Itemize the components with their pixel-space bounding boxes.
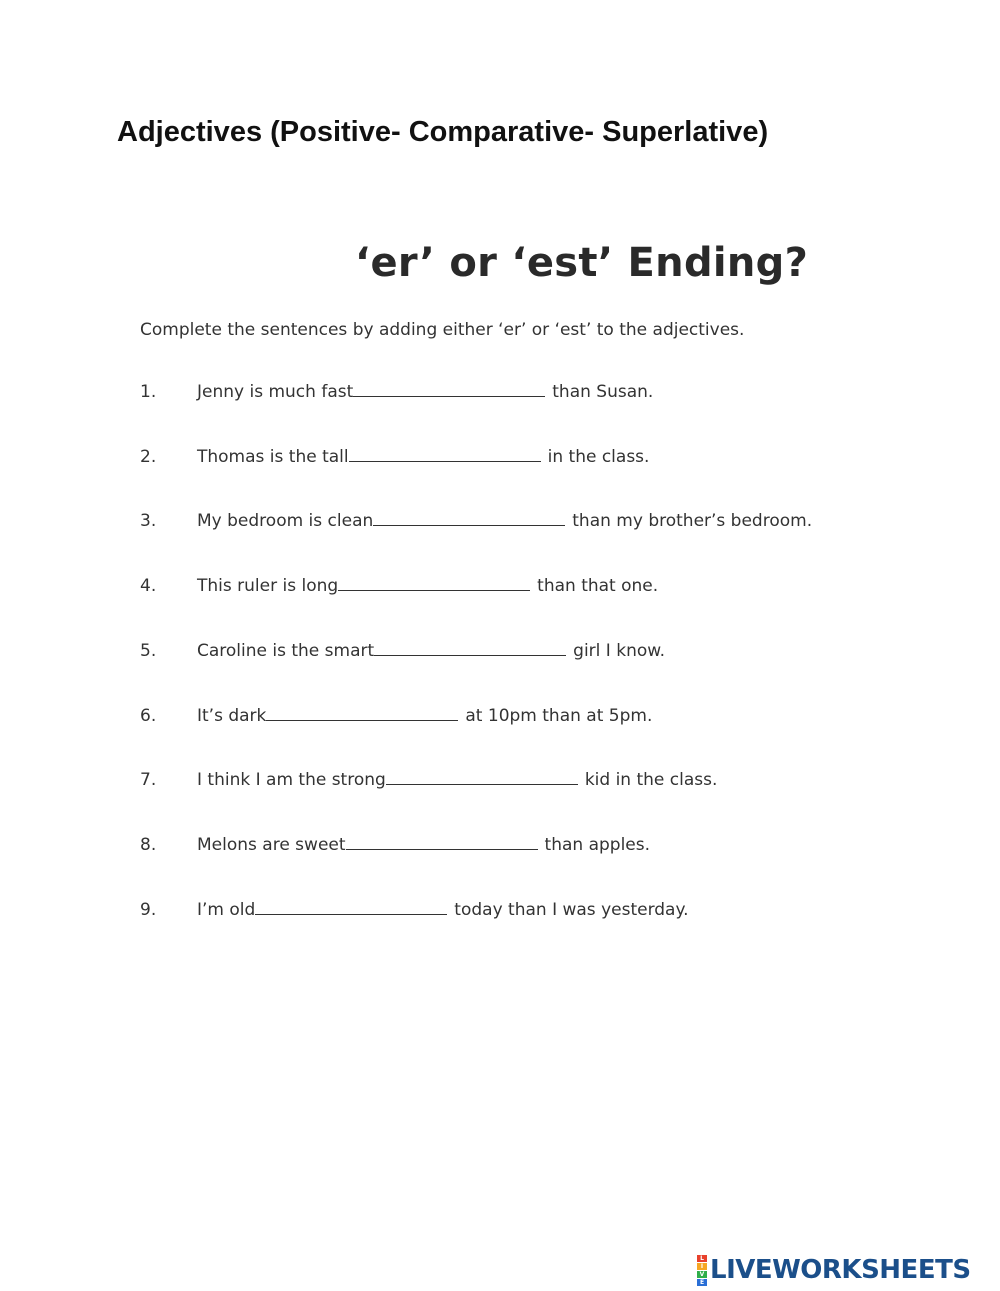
answer-blank[interactable] (373, 507, 565, 526)
question-row (140, 766, 717, 796)
answer-blank[interactable] (346, 831, 538, 850)
question-text-after: today than I was yesterday. (454, 899, 689, 920)
question-text-after: than my brother’s bedroom. (572, 511, 813, 532)
answer-blank[interactable] (374, 637, 566, 656)
question-row (140, 831, 650, 861)
question-text-after: at 10pm than at 5pm. (465, 705, 653, 726)
question-row (140, 572, 658, 602)
question-text-before: Melons are sweet (197, 834, 346, 855)
question-number: 1. (140, 382, 157, 402)
question-number: 8. (140, 834, 157, 855)
liveworksheets-brand (697, 1255, 971, 1285)
brand-name: LIVEWORKSHEETS (710, 1255, 971, 1285)
question-number: 5. (140, 640, 157, 661)
question-row (140, 702, 652, 732)
answer-blank[interactable] (266, 702, 458, 721)
liveworksheets-logo-icon (697, 1255, 707, 1286)
question-text-before: I’m old (197, 899, 256, 920)
question-text-before: My bedroom is clean (197, 511, 374, 532)
question-text-before: I think I am the strong (197, 770, 386, 791)
question-text-before: Caroline is the smart (197, 640, 375, 661)
question-text-after: girl I know. (573, 640, 665, 661)
question-text-after: in the class. (547, 446, 650, 467)
logo-square: E (697, 1279, 707, 1286)
logo-square: V (697, 1271, 707, 1278)
question-number: 9. (140, 899, 157, 920)
question-number: 3. (140, 511, 157, 532)
question-row (140, 443, 649, 473)
question-text-after: than Susan. (552, 382, 654, 402)
answer-blank[interactable] (386, 766, 578, 785)
question-text-before: Jenny is much fast (197, 382, 354, 402)
instructions-text: Complete the sentences by adding either ‘er’ or ‘est’ to the adjectives. (140, 320, 745, 340)
question-number: 7. (140, 770, 157, 791)
answer-blank[interactable] (255, 896, 447, 915)
worksheet-subtitle: ‘er’ or ‘est’ Ending? (355, 240, 809, 286)
question-number: 2. (140, 446, 157, 467)
question-row (140, 378, 653, 408)
question-row (140, 896, 689, 926)
question-number: 6. (140, 705, 157, 726)
question-text-after: than apples. (544, 834, 651, 855)
question-row (140, 507, 812, 537)
question-text-before: It’s dark (197, 705, 267, 726)
answer-blank[interactable] (338, 572, 530, 591)
answer-blank[interactable] (353, 378, 545, 397)
question-row (140, 637, 665, 667)
question-text-after: kid in the class. (584, 770, 718, 791)
logo-square: I (697, 1263, 707, 1270)
question-text-before: This ruler is long (197, 576, 339, 597)
answer-blank[interactable] (349, 443, 541, 462)
logo-square: L (697, 1255, 707, 1262)
question-text-after: than that one. (537, 576, 659, 597)
question-text-before: Thomas is the tall (197, 446, 349, 467)
question-number: 4. (140, 576, 157, 597)
worksheet-title: Adjectives (Positive- Comparative- Superlative) (117, 116, 769, 148)
